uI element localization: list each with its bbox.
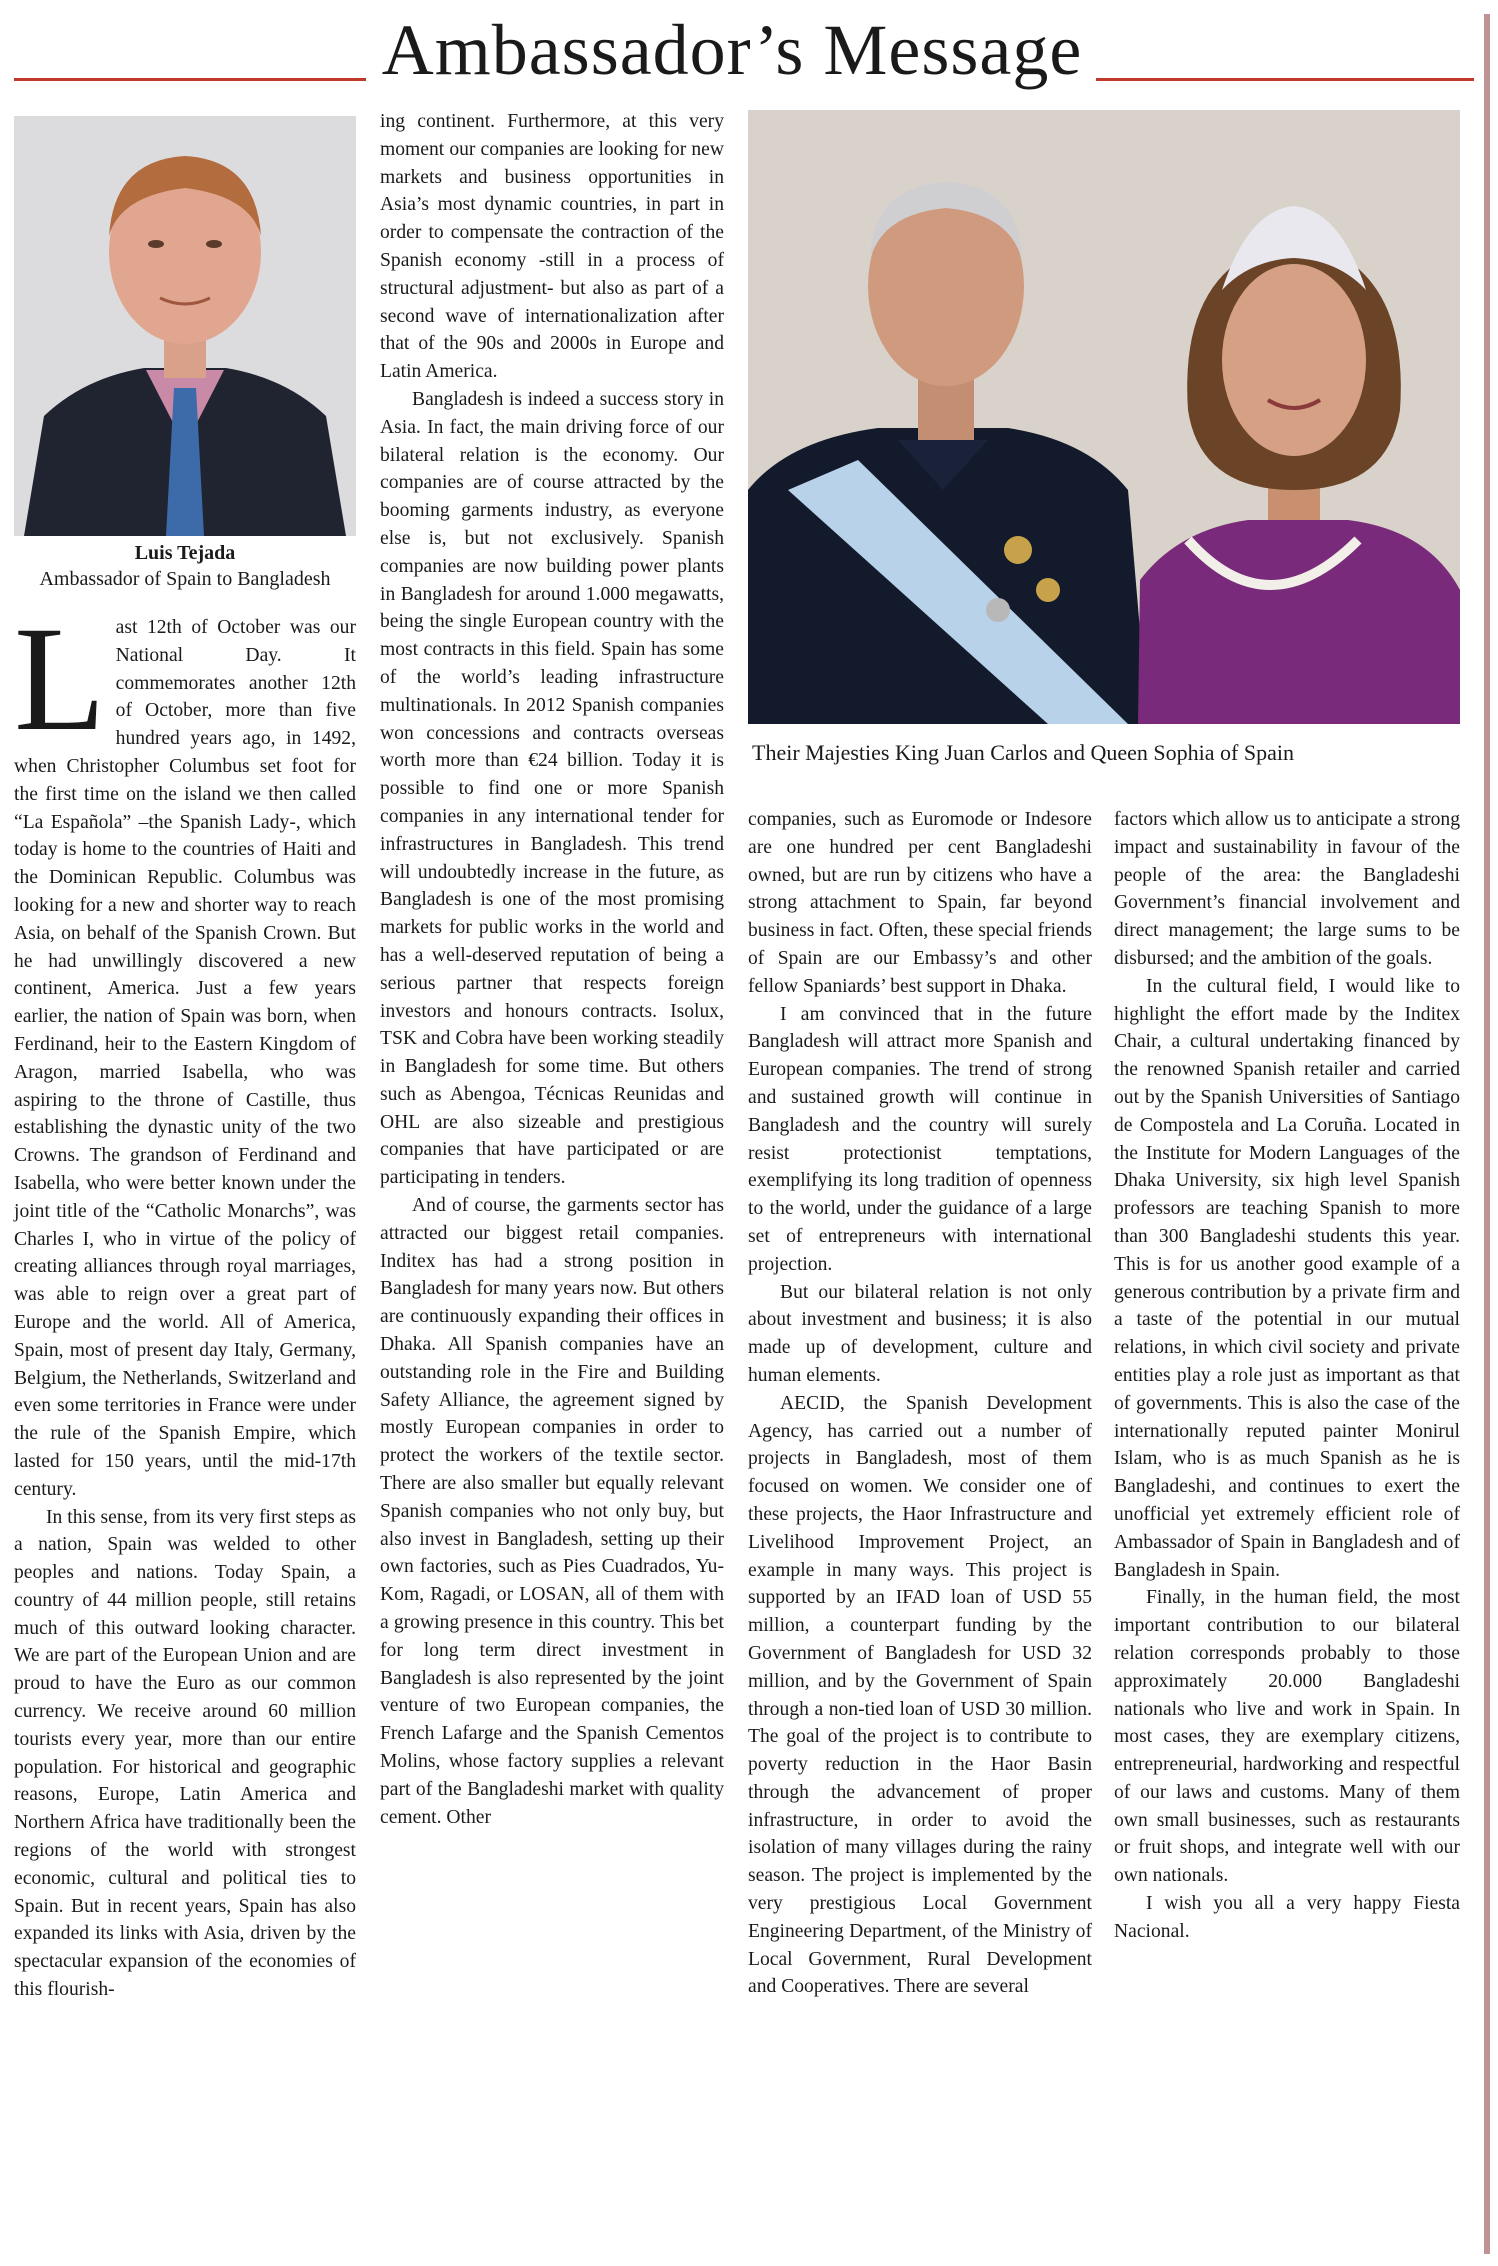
article-column-3 xyxy=(748,806,1092,2001)
ambassador-name: Luis Tejada xyxy=(134,542,236,564)
article-paragraph: I wish you all a very happy Fiesta Nacional. xyxy=(1114,1893,1460,1942)
article-paragraph: ast 12th of October was our National Day. It commemorates another 12th of October, more than five hundred years ago, in 1492, when Christopher Columbus set foot for the first time on the island we then called “La Española” –the Spanish Lady-, which today is home to the countries of Haiti and the Dominican Republic. Columbus was looking for a new and shorter way to reach Asia, on behalf of the Spanish Crown. But he had unwillingly discovered a new continent, America. Just a few years earlier, the nation of Spain was born, when Ferdinand, heir to the Eastern Kingdom of Aragon, married Isabella, who was aspiring to the throne of Castille, thus establishing the dynastic unity of the two Crowns. The grandson of Ferdinand and Isabella, who were better known under the joint title of the “Catholic Monarchs”, was Charles I, who in virtue of the policy of creating alliances through royal marriages, was able to reign over a great part of Europe and the world. All of America, Spain, most of present day Italy, Germany, Belgium, the Netherlands, Switzerland and even some territories in France were under the rule of the Spanish Empire, which lasted for 150 years, until the mid-17th century. xyxy=(14,617,356,1500)
royal-couple-photo xyxy=(748,110,1460,724)
article-paragraph: ing continent. Furthermore, at this very moment our companies are looking for new markets and business opportunities in Asia’s most dynamic countries, in part in order to compensate the contraction of the Spanish economy -still in a process of structural adjustment- but also as part of a second wave of internationalization after that of the 90s and 2000s in Europe and Latin America. xyxy=(380,111,724,383)
ambassador-role: Ambassador of Spain to Bangladesh xyxy=(39,568,331,590)
page-title: Ambassador’s Message xyxy=(381,10,1083,90)
header-rule-left xyxy=(14,78,366,81)
ambassador-photo xyxy=(14,116,356,536)
drop-cap: L xyxy=(14,596,106,762)
article-paragraph: I am convinced that in the future Bangladesh will attract more Spanish and European companies. The trend of strong and sustained growth will continue in Bangladesh and the country will surely resist protectionist temptations, exemplifying its long tradition of openness to the world, under the guidance of a large set of entrepreneurs with international projection. xyxy=(748,1003,1092,1275)
article-paragraph: In the cultural field, I would like to highlight the effort made by the Inditex Chair, a cultural undertaking financed by the renowned Spanish retailer and carried out by the Spanish Universities of Santiago de Compostela and La Coruña. Located in the Institute for Modern Languages of the Dhaka University, six high level Spanish professors are teaching Spanish to more than 300 Bangladeshi students this year. This is for us another good example of a generous contribution by a private firm and a taste of the potential in our mutual relations, in which civil society and private entities play a role just as important as that of governments. This is also the case of the internationally reputed painter Monirul Islam, who is as much Spanish as he is Bangladeshi, and continues to exert the unofficial yet extremely efficient role of Ambassador of Spain in Bangladesh and of Bangladesh in Spain. xyxy=(1114,975,1460,1581)
article-column-4 xyxy=(1114,806,1460,1946)
article-paragraph: factors which allow us to anticipate a strong impact and sustainability in favour of the people of the area: the Bangladeshi Government’s financial involvement and direct management; the large sums to be disbursed; and the ambition of the goals. xyxy=(1114,809,1460,969)
article-column-1 xyxy=(14,596,356,2004)
article-paragraph: companies, such as Euromode or Indesore are one hundred per cent Bangladeshi owned, but are run by citizens who have a strong attachment to Spain, far beyond business in fact. Often, these special friends of Spain are our Embassy’s and other fellow Spaniards’ best support in Dhaka. xyxy=(748,809,1092,997)
article-paragraph: But our bilateral relation is not only about investment and business; it is also made up of development, culture and human elements. xyxy=(748,1281,1092,1386)
article-paragraph: AECID, the Spanish Development Agency, has carried out a number of projects in Bangladesh, most of them focused on women. We consider one of these projects, the Haor Infrastructure and Livelihood Improvement Project, an example in many ways. This project is supported by an IFAD loan of USD 55 million, a counterpart funding by the Government of Bangladesh for USD 32 million, and by the Government of Spain through a non-tied loan of USD 30 million. The goal of the project is to contribute to poverty reduction in the Haor Basin through the advancement of proper infrastructure, in order to avoid the isolation of many villages during the rainy season. The project is implemented by the very prestigious Local Government Engineering Department, of the Ministry of Local Government, Rural Development and Cooperatives. There are several xyxy=(748,1392,1092,1998)
article-paragraph: In this sense, from its very first steps as a nation, Spain was welded to other peoples and nations. Today Spain, a country of 44 million people, still retains much of this outward looking character. We are part of the European Union and are proud to have the Euro as our common currency. We receive around 60 million tourists every year, more than our entire population. For historical and geographic reasons, Europe, Latin America and Northern Africa have traditionally been the regions of the world with strongest economic, cultural and political ties to Spain. But in recent years, Spain has also expanded its links with Asia, driven by the spectacular expansion of the economies of this flourish- xyxy=(14,1506,356,2001)
page-edge-rule xyxy=(1484,14,1490,2254)
article-paragraph: And of course, the garments sector has attracted our biggest retail companies. Inditex has had a strong position in Bangladesh for many years now. But others are continuously expanding their offices in Dhaka. All Spanish companies have an outstanding role in the Fire and Building Safety Alliance, the agreement signed by mostly European companies in order to protect the workers of the textile sector. There are also smaller but equally relevant Spanish companies who not only buy, but also invest in Bangladesh, setting up their own factories, such as Pies Cuadrados, Yu-Kom, Ragadi, or LOSAN, all of them with a growing presence in this country. This bet for long term direct investment in Bangladesh is also represented by the joint venture of two European companies, the French Lafarge and the Spanish Cementos Molins, whose factory supplies a relevant part of the Bangladeshi market with quality cement. Other xyxy=(380,1195,724,1828)
header-rule-right xyxy=(1096,78,1474,81)
article-column-2 xyxy=(380,108,724,1831)
article-paragraph: Finally, in the human field, the most important contribution to our bilateral relation corresponds probably to those approximately 20.000 Bangladeshi nationals who live and work in Spain. In most cases, they are exemplary citizens, entrepreneurial, hardworking and respectful of our laws and customs. Many of them own small businesses, such as restaurants or fruit shops, and integrate well with our own nationals. xyxy=(1114,1587,1460,1887)
article-paragraph: Bangladesh is indeed a success story in Asia. In fact, the main driving force of our bilateral relation is the economy. Our companies are of course attracted by the booming garments industry, as everyone else is, but not exclusively. Spanish companies are now building power plants in Bangladesh for around 1.000 megawatts, being the single European country with the most contracts in this field. Spain has some of the world’s leading infrastructure multinationals. In 2012 Spanish companies won concessions and contracts overseas worth more than €24 billion. Today it is possible to find one or more Spanish companies in any international tender for infrastructures in Bangladesh. This trend will undoubtedly increase in the future, as Bangladesh is one of the most promising markets for public works in the world and has a well-deserved reputation of being a serious partner that respects foreign investors and honours contracts. Isolux, TSK and Cobra have been working steadily in Bangladesh for some time. But others such as Abengoa, Técnicas Reunidas and OHL are also sizeable and prestigious companies that have participated or are participating in tenders. xyxy=(380,388,724,1189)
royal-photo-caption: Their Majesties King Juan Carlos and Queen Sophia of Spain xyxy=(752,740,1294,765)
